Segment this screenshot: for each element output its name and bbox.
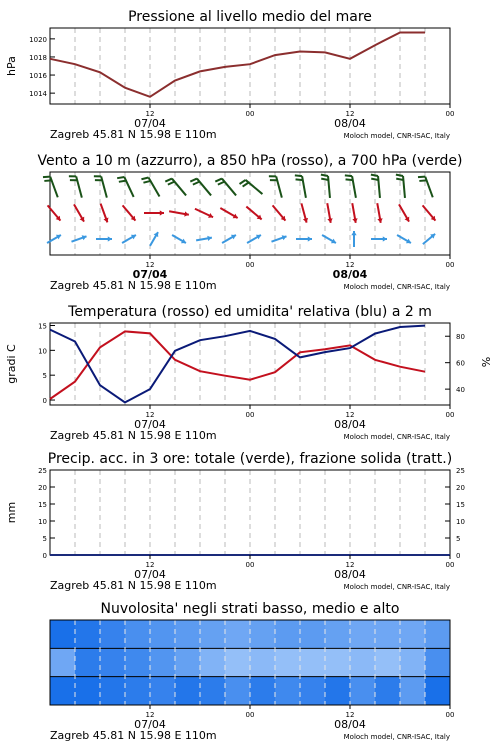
wind-850-arrow	[220, 208, 237, 218]
wind-700-barb-barb	[419, 180, 426, 181]
wind-700-barb	[215, 179, 236, 196]
cloud-cell	[150, 677, 176, 705]
cloud-cell	[200, 677, 226, 705]
cloud-cell	[125, 648, 151, 676]
cloud-cell	[350, 620, 376, 648]
wind-700-barb-barb	[418, 177, 425, 178]
cloud-cell	[400, 677, 426, 705]
credit-label: Moloch model, CNR-ISAC, Italy	[343, 283, 450, 291]
wind-10m-arrow	[322, 235, 336, 243]
cloud-cell	[425, 648, 451, 676]
location-label: Zagreb 45.81 N 15.98 E 110m	[50, 429, 217, 442]
wind-850-arrow	[101, 204, 109, 223]
cloud-cell	[300, 677, 326, 705]
y-tick-label: 10	[38, 347, 47, 356]
wind-700-barb-barb	[396, 179, 403, 180]
wind-700-barb-barb	[243, 183, 249, 187]
y-tick-label: 5	[42, 372, 47, 381]
y-tick-label: 10	[38, 518, 47, 526]
pressure-line	[50, 33, 425, 97]
wind-700-barb-barb	[190, 179, 197, 182]
cloud-cell	[375, 648, 401, 676]
x-tick-label: 12	[345, 561, 355, 569]
wind-10m-arrow	[371, 236, 387, 241]
x-tick-label: 12	[145, 261, 155, 269]
location-label: Zagreb 45.81 N 15.98 E 110m	[50, 579, 217, 592]
cloud-cell	[225, 648, 251, 676]
y-tick-label: 15	[38, 501, 47, 509]
wind-10m-arrow	[122, 235, 136, 243]
wind-700-barb-barb	[396, 175, 403, 176]
y-tick-label: 20	[38, 484, 47, 492]
x-tick-label: 12	[345, 411, 355, 419]
date-label: 08/04	[334, 718, 366, 731]
cloud-cell	[175, 677, 201, 705]
wind-850-arrow	[144, 210, 164, 215]
credit-label: Moloch model, CNR-ISAC, Italy	[343, 583, 450, 591]
x-tick-label: 12	[345, 711, 355, 719]
date-label: 07/04	[134, 418, 166, 431]
cloud-cell	[150, 648, 176, 676]
date-label: 08/04	[334, 418, 366, 431]
wind-700-barb-barb	[371, 179, 378, 180]
x-tick-label: 00	[445, 711, 455, 719]
cloud-cell	[150, 620, 176, 648]
cloud-cell	[300, 620, 326, 648]
y-axis-label-right: %	[480, 356, 493, 368]
y-tick-label: 20	[456, 484, 465, 492]
wind-10m-arrow	[351, 231, 356, 247]
date-label: 08/04	[332, 268, 368, 281]
x-tick-label: 00	[445, 411, 455, 419]
cloud-cell	[400, 620, 426, 648]
wind-10m-arrow	[96, 236, 112, 241]
location-label: Zagreb 45.81 N 15.98 E 110m	[50, 128, 217, 141]
wind-700-barb-barb	[218, 182, 225, 185]
humidity-line	[50, 326, 425, 403]
wind-850-arrow	[399, 204, 409, 221]
x-tick-label: 12	[345, 261, 355, 269]
cloud-cell	[275, 648, 301, 676]
wind-10m-arrow	[296, 236, 312, 241]
cloud-cell	[275, 620, 301, 648]
wind-700-barb-barb	[345, 175, 352, 176]
y-tick-label: 1020	[29, 35, 47, 44]
cloud-cell	[75, 648, 101, 676]
wind-10m-arrow	[71, 235, 86, 242]
x-tick-label: 12	[145, 110, 155, 118]
cloud-cell	[200, 648, 226, 676]
x-tick-label: 12	[145, 561, 155, 569]
y-tick-label: 1014	[29, 90, 47, 99]
wind-10m-arrow-head	[308, 236, 312, 241]
cloud-cell	[175, 620, 201, 648]
x-tick-label: 00	[445, 561, 455, 569]
date-label: 07/04	[132, 268, 168, 281]
wind-10m-arrow	[397, 235, 411, 243]
wind-700-barb-barb	[168, 182, 175, 185]
wind-850-arrow	[301, 203, 308, 222]
wind-10m-arrow	[271, 235, 286, 242]
x-tick-label: 00	[245, 561, 255, 569]
cloud-cell	[75, 677, 101, 705]
y-tick-label: 25	[38, 467, 47, 475]
y-tick-label: 0	[42, 397, 47, 406]
wind-700-barb-barb	[119, 181, 126, 182]
cloud-cell	[100, 648, 126, 676]
wind-700-barb	[165, 179, 186, 196]
wind-700-barb-barb	[346, 179, 353, 180]
y-axis-label: gradi C	[5, 344, 18, 384]
y-tick-label: 1018	[29, 53, 47, 62]
credit-label: Moloch model, CNR-ISAC, Italy	[343, 733, 450, 741]
wind-10m-arrow	[196, 236, 212, 241]
x-tick-label: 12	[145, 411, 155, 419]
wind-850-arrow	[195, 209, 213, 218]
y-tick-label: 5	[42, 535, 47, 543]
cloud-cell	[100, 677, 126, 705]
wind-10m-arrow	[247, 235, 261, 243]
cloud-cell	[325, 648, 351, 676]
cloud-cell	[250, 677, 276, 705]
location-label: Zagreb 45.81 N 15.98 E 110m	[50, 729, 217, 742]
cloud-cell	[425, 677, 451, 705]
y-tick-label: 0	[456, 552, 461, 560]
x-tick-label: 00	[445, 261, 455, 269]
wind-700-barb-barb	[143, 181, 150, 183]
date-label: 07/04	[134, 568, 166, 581]
wind-10m-arrow-head	[383, 236, 387, 241]
cloud-cell	[350, 677, 376, 705]
cloud-cell	[50, 648, 76, 676]
chart-title-1: Vento a 10 m (azzurro), a 850 hPa (rosso), a 700 hPa (verde)	[37, 153, 463, 169]
y-tick-label: 10	[456, 518, 465, 526]
y-tick-label: 15	[38, 322, 47, 331]
y-tick-label: 60	[456, 359, 465, 368]
wind-700-barb-barb	[295, 175, 302, 176]
x-tick-label: 00	[245, 711, 255, 719]
cloud-cell	[75, 620, 101, 648]
y-tick-label: 15	[456, 501, 465, 509]
wind-700-barb-barb	[141, 177, 148, 179]
wind-850-arrow	[377, 203, 382, 223]
wind-850-arrow	[327, 203, 332, 223]
cloud-cell	[350, 648, 376, 676]
cloud-cell	[300, 648, 326, 676]
cloud-cell	[325, 677, 351, 705]
cloud-cell	[50, 677, 76, 705]
wind-10m-arrow	[222, 235, 236, 243]
credit-label: Moloch model, CNR-ISAC, Italy	[343, 132, 450, 140]
x-tick-label: 12	[145, 711, 155, 719]
cloud-cell	[175, 648, 201, 676]
cloud-cell	[425, 620, 451, 648]
wind-700-barb-barb	[321, 175, 328, 176]
wind-700-barb-barb	[43, 177, 50, 178]
cloud-cell	[400, 648, 426, 676]
x-tick-label: 00	[245, 411, 255, 419]
credit-label: Moloch model, CNR-ISAC, Italy	[343, 433, 450, 441]
cloud-cell	[250, 620, 276, 648]
y-tick-label: 80	[456, 333, 465, 342]
chart-title-3: Precip. acc. in 3 ore: totale (verde), frazione solida (tratt.)	[47, 451, 453, 467]
date-label: 07/04	[134, 117, 166, 130]
y-tick-label: 25	[456, 467, 465, 475]
wind-700-barb-barb	[296, 179, 303, 180]
y-tick-label: 5	[456, 535, 461, 543]
y-tick-label: 0	[42, 552, 47, 560]
y-axis-label: hPa	[5, 56, 18, 76]
x-tick-label: 00	[245, 261, 255, 269]
wind-700-barb	[190, 179, 211, 196]
wind-10m-arrow	[150, 232, 158, 246]
wind-10m-arrow-head	[108, 236, 112, 241]
date-label: 07/04	[134, 718, 166, 731]
y-tick-label: 40	[456, 386, 465, 395]
wind-700-barb-barb	[240, 180, 246, 184]
wind-700-barb-barb	[165, 179, 172, 182]
cloud-cell	[325, 620, 351, 648]
chart-title-2: Temperatura (rosso) ed umidita' relativa (blu) a 2 m	[68, 304, 432, 320]
wind-700-barb-barb	[371, 175, 378, 176]
x-tick-label: 00	[245, 110, 255, 118]
wind-700-barb-barb	[44, 180, 51, 181]
chart-title-4: Nuvolosita' negli strati basso, medio e alto	[100, 601, 400, 617]
wind-850-arrow	[74, 204, 84, 221]
date-label: 08/04	[334, 568, 366, 581]
wind-10m-arrow	[47, 235, 61, 243]
wind-10m-arrow-head	[351, 231, 356, 235]
cloud-cell	[375, 677, 401, 705]
cloud-cell	[100, 620, 126, 648]
y-axis-label: mm	[5, 501, 18, 524]
cloud-cell	[200, 620, 226, 648]
cloud-cell	[50, 620, 76, 648]
location-label: Zagreb 45.81 N 15.98 E 110m	[50, 279, 217, 292]
cloud-cell	[375, 620, 401, 648]
wind-850-arrow	[246, 207, 261, 220]
cloud-cell	[125, 620, 151, 648]
cloud-cell	[125, 677, 151, 705]
x-tick-label: 12	[345, 110, 355, 118]
date-label: 08/04	[334, 117, 366, 130]
cloud-cell	[225, 620, 251, 648]
cloud-cell	[275, 677, 301, 705]
chart-title-0: Pressione al livello medio del mare	[128, 9, 372, 25]
wind-700-barb-barb	[321, 179, 328, 180]
wind-700-barb-barb	[117, 177, 124, 178]
wind-850-arrow	[352, 203, 357, 223]
wind-700-barb-barb	[193, 182, 200, 185]
wind-700-barb-barb	[215, 179, 222, 182]
cloud-cell	[225, 677, 251, 705]
wind-10m-arrow	[172, 235, 186, 243]
y-tick-label: 1016	[29, 72, 47, 81]
wind-700-barb	[240, 180, 263, 194]
cloud-cell	[250, 648, 276, 676]
wind-850-arrow-head	[160, 210, 164, 215]
wind-850-arrow	[169, 211, 189, 216]
x-tick-label: 00	[445, 110, 455, 118]
